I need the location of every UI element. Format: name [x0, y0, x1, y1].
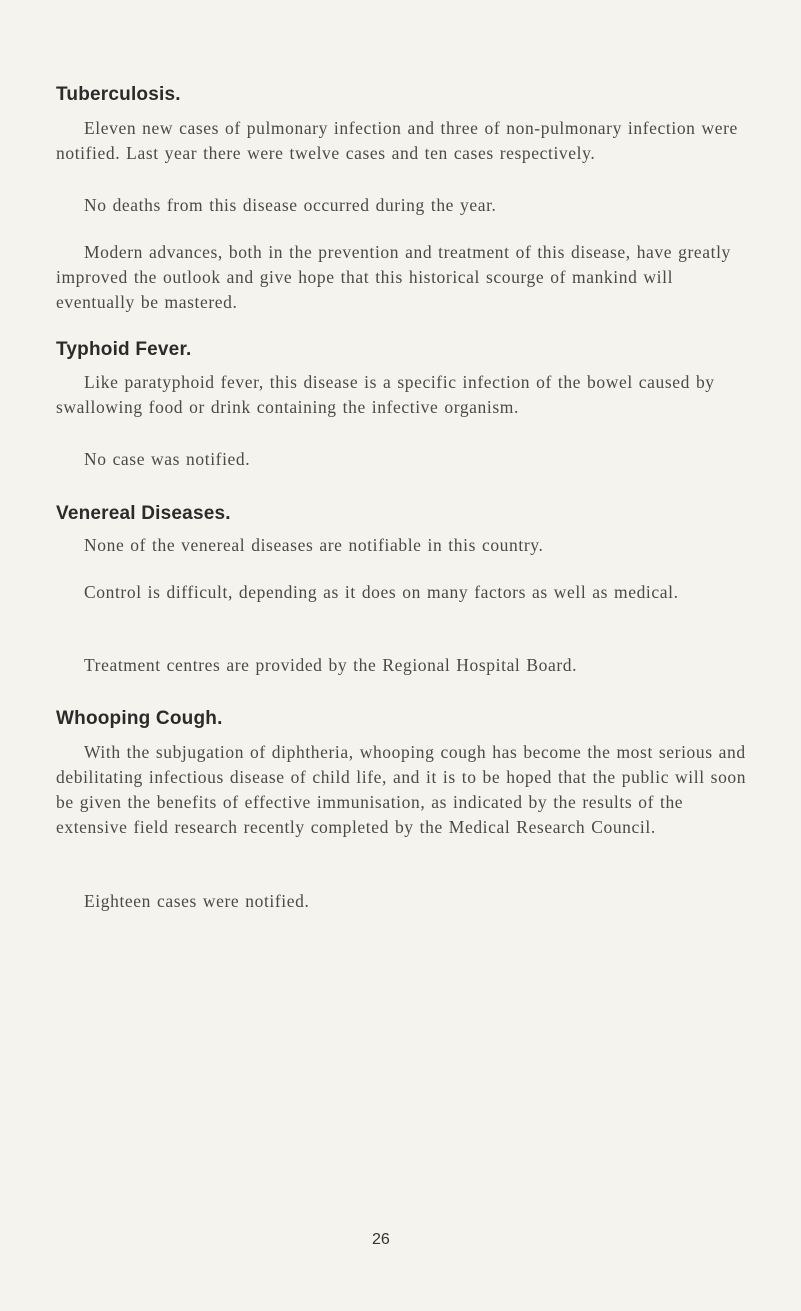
page-number: 26	[372, 1231, 390, 1248]
paragraph: Eighteen cases were notified.	[84, 891, 310, 911]
paragraph: Modern advances, both in the prevention and treatment of this disease, have greatly improved the outlook and give hope that this historical scourge of mankind will eventually be mastered.	[56, 242, 731, 312]
section-heading-tuberculosis: Tuberculosis.	[56, 84, 181, 105]
paragraph: With the subjugation of diphtheria, whooping cough has become the most serious and debilitating infectious disease of child life, and it is to be hoped that the public will soon be given the benefits of effective immunisation, as indicated by the results of the extensive field research recently completed by the Medical Research Council.	[56, 742, 747, 837]
section-heading-whooping-cough: Whooping Cough.	[56, 708, 223, 729]
section-heading-venereal-diseases: Venereal Diseases.	[56, 503, 231, 524]
paragraph: None of the venereal diseases are notifiable in this country.	[84, 535, 544, 555]
paragraph: Treatment centres are provided by the Regional Hospital Board.	[84, 655, 578, 675]
paragraph: No deaths from this disease occurred during the year.	[84, 195, 497, 215]
paragraph: Eleven new cases of pulmonary infection and three of non-pulmonary infection were notified. Last year there were twelve cases and ten cases respectively.	[56, 118, 738, 163]
paragraph: Control is difficult, depending as it does on many factors as well as medical.	[84, 582, 679, 602]
section-heading-typhoid-fever: Typhoid Fever.	[56, 339, 192, 360]
paragraph: Like paratyphoid fever, this disease is a specific infection of the bowel caused by swallowing food or drink containing the infective organism.	[56, 372, 715, 417]
paragraph: No case was notified.	[84, 449, 251, 469]
